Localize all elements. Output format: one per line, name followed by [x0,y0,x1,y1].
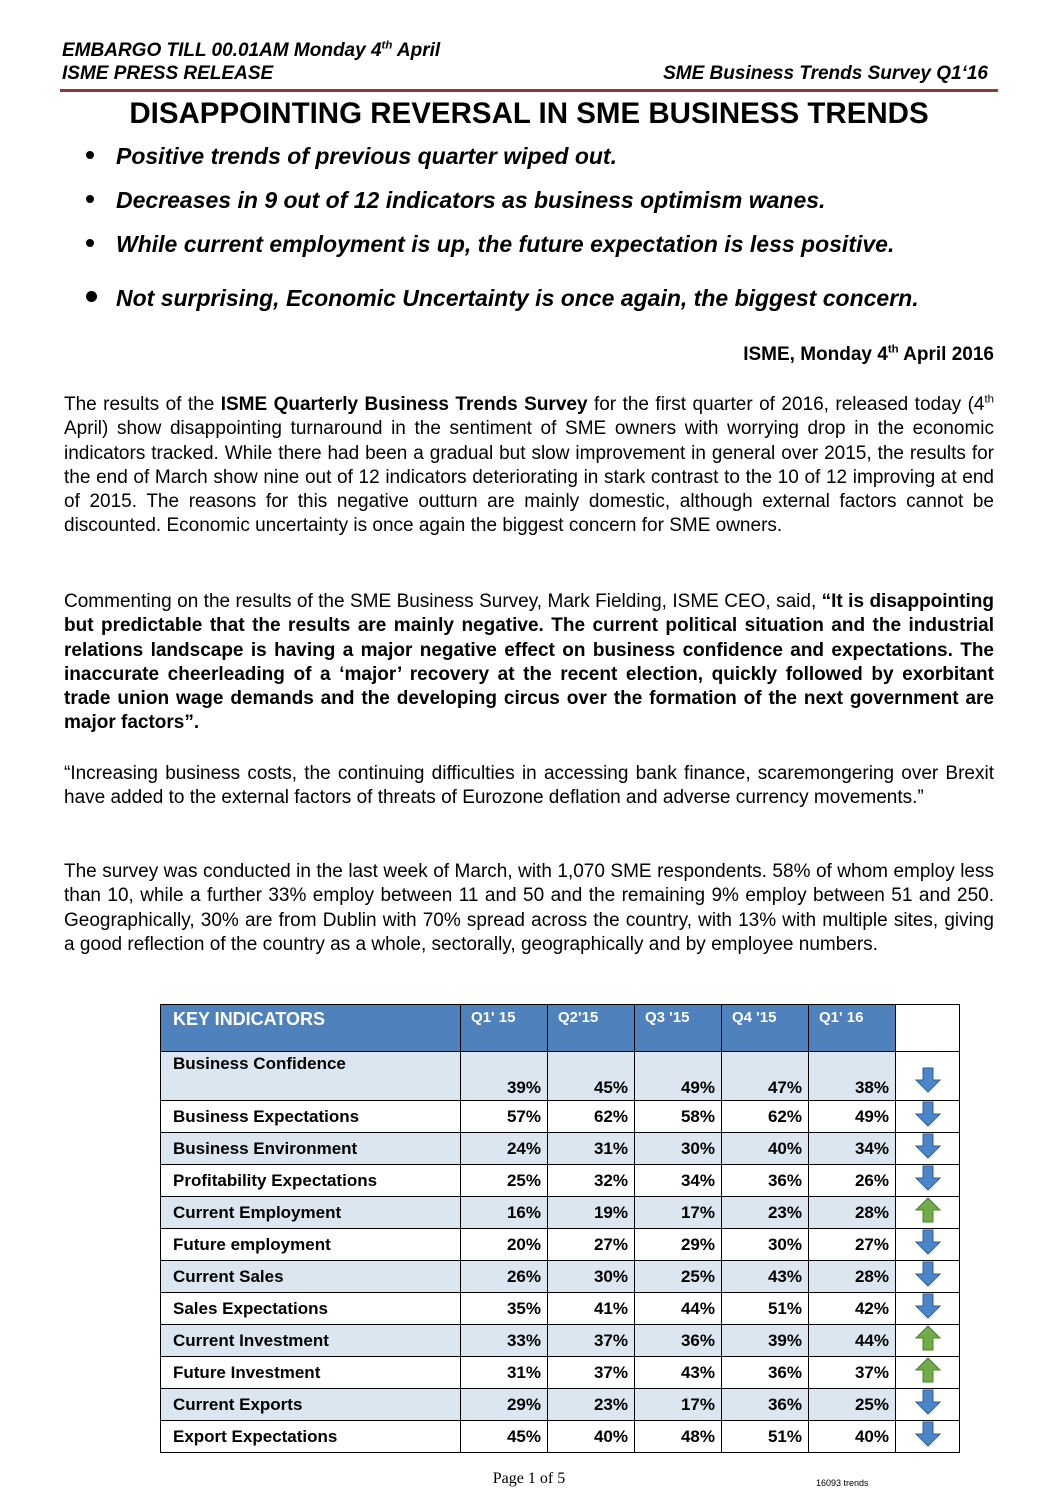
indicator-value: 37% [548,1325,635,1357]
indicator-value: 19% [548,1197,635,1229]
bullet-text: Positive trends of previous quarter wiped out. [116,143,617,169]
paragraph-intro [64,393,994,539]
indicator-value: 37% [548,1357,635,1389]
page-number: Page 1 of 5 [492,1470,566,1487]
indicator-value: 31% [461,1357,548,1389]
arrow-down-icon [915,1067,941,1093]
indicator-value: 29% [635,1229,722,1261]
indicator-value: 51% [722,1421,809,1453]
indicator-value: 30% [722,1229,809,1261]
indicator-value: 44% [635,1293,722,1325]
arrow-down-icon [915,1101,941,1127]
trend-down-arrow-icon [896,1261,960,1293]
p1-text-a: The results of the [64,394,221,415]
arrow-down-icon [915,1389,941,1415]
indicator-value: 39% [461,1052,548,1101]
indicator-value: 25% [635,1261,722,1293]
indicator-value: 25% [809,1389,896,1421]
bullet-item [86,230,894,258]
indicator-value: 36% [635,1325,722,1357]
indicator-name: Business Expectations [161,1101,461,1133]
paragraph-quote [64,590,994,736]
table-row [161,1389,960,1421]
indicator-value: 44% [809,1325,896,1357]
indicator-value: 34% [635,1165,722,1197]
bullet-dot-icon [86,291,97,302]
bullet-item [86,142,617,170]
indicator-value: 16% [461,1197,548,1229]
header-key-indicators: KEY INDICATORS [161,1005,461,1052]
indicator-value: 17% [635,1197,722,1229]
trend-down-arrow-icon [896,1229,960,1261]
embargo-prefix: EMBARGO TILL 00.01AM Monday 4 [62,40,382,61]
indicator-value: 37% [809,1357,896,1389]
page-title: DISAPPOINTING REVERSAL IN SME BUSINESS TRENDS [129,97,929,130]
table-row [161,1325,960,1357]
arrow-down-icon [915,1261,941,1287]
p2-quote: “It is disappointing but predictable that the results are mainly negative. The current political situation and the industrial relations landscape is having a major negative effect on business confidence and expectations. The inaccurate cheerleading of a ‘major’ recovery at the recent election, quickly followed by exorbitant trade union wage demands and the developing circus over the formation of the next government are major factors”. [64,591,994,734]
indicator-value: 36% [722,1357,809,1389]
indicator-value: 27% [548,1229,635,1261]
indicator-value: 31% [548,1133,635,1165]
bullet-dot-icon [86,239,94,247]
indicator-name: Current Investment [161,1325,461,1357]
indicator-value: 23% [722,1197,809,1229]
indicator-value: 27% [809,1229,896,1261]
table-row [161,1229,960,1261]
indicator-value: 48% [635,1421,722,1453]
indicator-name: Sales Expectations [161,1293,461,1325]
indicator-value: 28% [809,1197,896,1229]
indicator-name: Current Exports [161,1389,461,1421]
indicator-value: 26% [809,1165,896,1197]
indicator-value: 34% [809,1133,896,1165]
arrow-up-icon [915,1325,941,1351]
bullet-text: Decreases in 9 out of 12 indicators as business optimism wanes. [116,187,826,213]
table-row [161,1133,960,1165]
header-q1-15: Q1' 15 [461,1005,548,1052]
header-q2-15: Q2'15 [548,1005,635,1052]
indicator-value: 38% [809,1052,896,1101]
dateline-suffix: April 2016 [898,344,994,365]
header-q3-15: Q3 '15 [635,1005,722,1052]
indicator-value: 20% [461,1229,548,1261]
indicator-value: 23% [548,1389,635,1421]
header-trend [896,1005,960,1052]
indicator-value: 29% [461,1389,548,1421]
dateline-sup: th [887,343,899,356]
table-row [161,1165,960,1197]
indicator-value: 49% [809,1101,896,1133]
dateline [743,344,994,366]
arrow-down-icon [915,1293,941,1319]
embargo-notice [62,40,440,62]
p1-text-d: April) show disappointing turnaround in the sentiment of SME owners with worrying drop in the economic indicators tracked. While there had been a gradual but slow improvement in general over 2015, the results for the end of March show nine out of 12 indicators deteriorating in stark contrast to the 10 of 12 improving at end of 2015. The reasons for this negative outturn are mainly domestic, although external factors cannot be discounted. Economic uncertainty is once again the biggest concern for SME owners. [64,418,994,537]
trend-down-arrow-icon [896,1421,960,1453]
indicator-value: 32% [548,1165,635,1197]
p1-text-c: for the first quarter of 2016, released today (4 [587,394,985,415]
indicator-value: 39% [722,1325,809,1357]
indicator-value: 33% [461,1325,548,1357]
trend-up-arrow-icon [896,1197,960,1229]
indicator-value: 43% [722,1261,809,1293]
table-row [161,1101,960,1133]
arrow-down-icon [915,1229,941,1255]
document-ref: 16093 trends [816,1478,869,1488]
indicator-name: Future employment [161,1229,461,1261]
indicator-name: Business Environment [161,1133,461,1165]
header-q1-16: Q1' 16 [809,1005,896,1052]
indicator-value: 17% [635,1389,722,1421]
indicator-value: 58% [635,1101,722,1133]
release-label: ISME PRESS RELEASE [62,63,274,84]
indicator-value: 40% [548,1421,635,1453]
header-rule [60,89,998,92]
table-row [161,1052,960,1101]
bullet-text: While current employment is up, the future expectation is less positive. [116,231,895,257]
indicator-value: 51% [722,1293,809,1325]
indicator-name: Current Employment [161,1197,461,1229]
arrow-down-icon [915,1421,941,1447]
indicator-value: 40% [809,1421,896,1453]
indicator-value: 49% [635,1052,722,1101]
trend-down-arrow-icon [896,1133,960,1165]
bullet-item [86,186,825,214]
table-row [161,1357,960,1389]
arrow-up-icon [915,1197,941,1223]
bullet-dot-icon [86,151,94,159]
p2-text-a: Commenting on the results of the SME Business Survey, Mark Fielding, ISME CEO, said, [64,591,822,612]
indicator-value: 45% [461,1421,548,1453]
indicator-value: 47% [722,1052,809,1101]
paragraph-survey-method: The survey was conducted in the last week of March, with 1,070 SME respondents. 58% of whom employ less than 10, while a further 33% employ between 11 and 50 and the remaining 9% employ between 51 and 250. Geographically, 30% are from Dublin with 70% spread across the country, with 13% with multiple sites, giving a good reflection of the country as a whole, sectorally, geographically and by employee numbers. [64,861,994,955]
p1-survey-name: ISME Quarterly Business Trends Survey [220,394,588,415]
arrow-up-icon [915,1357,941,1383]
indicator-value: 41% [548,1293,635,1325]
embargo-suffix: April [392,40,441,61]
trend-down-arrow-icon [896,1389,960,1421]
indicator-name: Business Confidence [161,1052,461,1101]
bullet-item [86,284,919,312]
table-row [161,1421,960,1453]
bullet-dot-icon [86,195,94,203]
indicator-value: 25% [461,1165,548,1197]
indicator-value: 43% [635,1357,722,1389]
trend-down-arrow-icon [896,1101,960,1133]
indicator-value: 62% [548,1101,635,1133]
indicator-value: 42% [809,1293,896,1325]
indicator-value: 28% [809,1261,896,1293]
paragraph-costs: “Increasing business costs, the continuing difficulties in accessing bank finance, scaremongering over Brexit have added to the external factors of threats of Eurozone deflation and adverse currency movements.” [64,763,994,809]
table-row [161,1197,960,1229]
indicator-value: 30% [635,1133,722,1165]
indicator-value: 45% [548,1052,635,1101]
trend-up-arrow-icon [896,1325,960,1357]
trend-down-arrow-icon [896,1165,960,1197]
indicator-value: 62% [722,1101,809,1133]
indicator-value: 57% [461,1101,548,1133]
indicator-value: 35% [461,1293,548,1325]
trend-down-arrow-icon [896,1293,960,1325]
arrow-down-icon [915,1165,941,1191]
table-row [161,1261,960,1293]
bullet-text: Not surprising, Economic Uncertainty is once again, the biggest concern. [116,285,919,311]
indicator-value: 26% [461,1261,548,1293]
dateline-prefix: ISME, Monday 4 [743,344,888,365]
indicator-name: Future Investment [161,1357,461,1389]
survey-label: SME Business Trends Survey Q1‘16 [663,63,988,84]
trend-up-arrow-icon [896,1357,960,1389]
header-q4-15: Q4 '15 [722,1005,809,1052]
key-indicators-table [160,1004,960,1453]
indicator-value: 24% [461,1133,548,1165]
table-row [161,1293,960,1325]
indicator-value: 36% [722,1165,809,1197]
table-header-row [161,1005,960,1052]
indicator-name: Current Sales [161,1261,461,1293]
embargo-sup: th [381,39,393,52]
indicator-value: 40% [722,1133,809,1165]
indicator-name: Profitability Expectations [161,1165,461,1197]
p1-sup: th [984,393,994,406]
arrow-down-icon [915,1133,941,1159]
indicator-name: Export Expectations [161,1421,461,1453]
trend-down-arrow-icon [896,1052,960,1101]
indicator-value: 36% [722,1389,809,1421]
indicator-value: 30% [548,1261,635,1293]
